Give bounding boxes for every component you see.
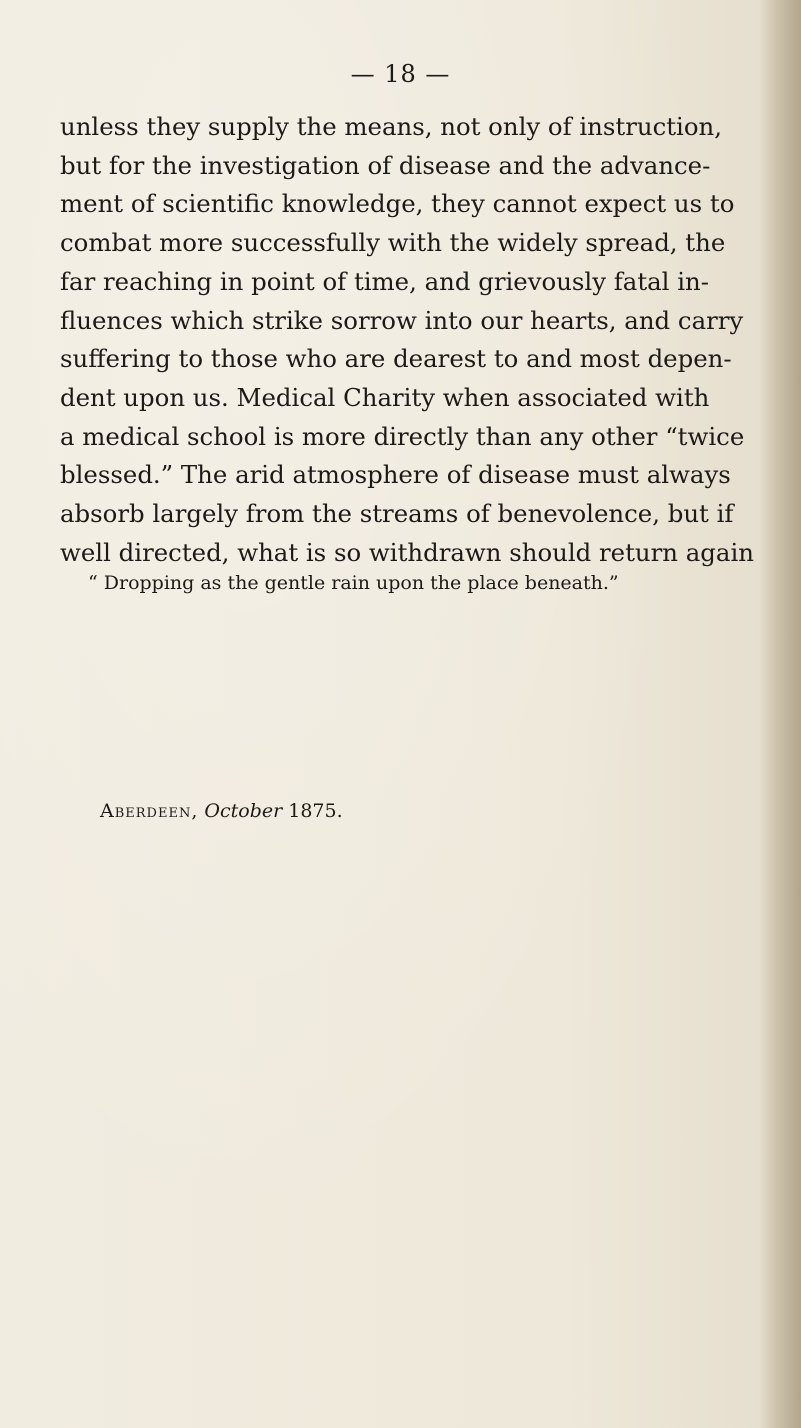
text-line: well directed, what is so withdrawn should return again (60, 537, 754, 567)
text-line: fluences which strike sorrow into our hearts, and carry (60, 305, 744, 335)
page-number: — 18 — (350, 60, 451, 88)
signoff-year: 1875. (288, 800, 343, 822)
text-line: suffering to those who are dearest to and most depen- (60, 344, 732, 374)
text-line: unless they supply the means, not only of instruction, (60, 112, 722, 141)
text-line: absorb largely from the streams of benevolence, but if (60, 499, 734, 529)
signoff-month: October (204, 800, 283, 822)
signoff (100, 800, 343, 822)
signoff-place: Aberdeen, (100, 800, 199, 822)
text-line: far reaching in point of time, and grievously fatal in- (60, 266, 709, 296)
text-line: blessed.” The arid atmosphere of disease must always (60, 460, 731, 490)
text-line: dent upon us. Medical Charity when associated with (60, 382, 710, 412)
text-line: combat more successfully with the widely spread, the (60, 228, 726, 258)
text-line: but for the investigation of disease and the advance- (60, 150, 711, 180)
text-line: a medical school is more directly than any other “twice (60, 421, 745, 451)
quotation: “ Dropping as the gentle rain upon the place beneath.” (88, 572, 619, 594)
body-paragraph (60, 108, 780, 572)
text-line: ment of scientific knowledge, they cannot expect us to (60, 189, 735, 219)
